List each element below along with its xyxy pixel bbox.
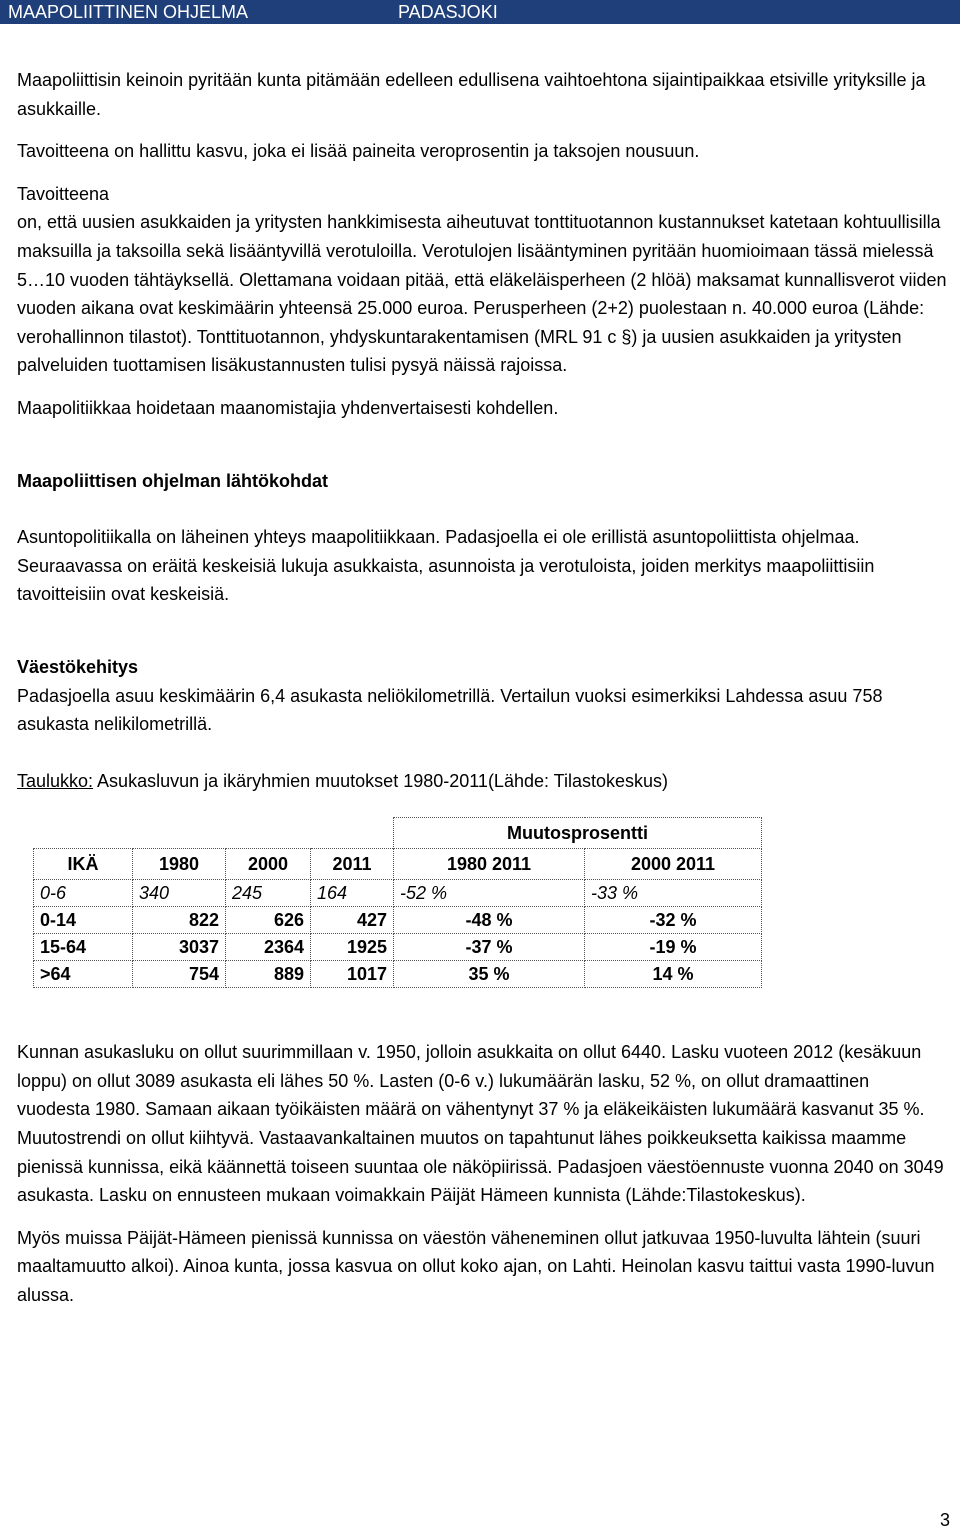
table-header-cell: 2000 2011	[585, 849, 762, 880]
table-cell: 3037	[133, 934, 226, 961]
table-cell: -52 %	[394, 880, 585, 907]
table-cell: 1017	[311, 961, 394, 988]
header-municipality: PADASJOKI	[398, 2, 498, 22]
paragraph-housing: Asuntopolitiikalla on läheinen yhteys maapolitiikkaan. Padasjoella ei ole erillistä asuntopoliittista ohjelmaa.	[17, 527, 860, 548]
table-cell: 2364	[226, 934, 311, 961]
table-cell: 427	[311, 907, 394, 934]
document-header	[0, 0, 960, 24]
paragraph-goal: Tavoitteena on hallittu kasvu, joka ei lisää paineita veroprosentin ja taksojen nousuun.	[17, 141, 700, 162]
table-header-cell: 1980	[133, 849, 226, 880]
table-cell: 14 %	[585, 961, 762, 988]
paragraph-equality: Maapolitiikkaa hoidetaan maanomistajia yhdenvertaisesti kohdellen.	[17, 397, 559, 418]
table-row	[34, 907, 762, 934]
paragraph-figures: Seuraavassa on eräitä keskeisiä lukuja asukkaista, asunnoista ja verotuloista, joiden merkitys maapoliittisiin tavoitteisiin ovat keskeisiä.	[17, 555, 875, 605]
paragraph-costs: on, että uusien asukkaiden ja yritysten hankkimisesta aiheutuvat tonttituotannon kustannukset katetaan kohtuullisilla maksuilla ja taksoilla sekä lisääntyvillä verotuloilla. Verotulojen lisääntyminen pyritään huomioimaan tässä mielessä 5…10 vuoden tähtäyksellä. Olettamana voidaan pitää, että eläkeläisperheen (2 hlöä) maksamat kunnallisverot viiden vuoden aikana ovat keskimäärin yhteensä 25.000 euroa. Perusperheen (2+2) puolestaan n. 40.000 euroa (Lähde: verohallinnon tilastot). Tonttituotannon, yhdyskuntarakentamisen (MRL 91 c §) ja uusien asukkaiden ja yritysten palveluiden tuottamisen lisäkustannusten tulisi pysyä näissä rajoissa.	[17, 212, 947, 376]
paragraph-intro: Maapoliittisin keinoin pyritään kunta pitämään edelleen edullisena vaihtoehtona sijaintipaikkaa etsiville yrityksille ja asukkaille.	[17, 70, 926, 119]
paragraph-region: Myös muissa Päijät-Hämeen pienissä kunnissa on väestön väheneminen ollut jatkuvaa 1950-luvulta lähtein (suuri maaltamuutto alkoi). Ainoa kunta, jossa kasvua on ollut koko ajan, on Lahti. Heinolan kasvu taittui vasta 1990-luvun alussa.	[17, 1227, 935, 1306]
header-title: MAAPOLIITTINEN OHJELMA	[8, 2, 249, 22]
table-row	[34, 934, 762, 961]
table-cell: -37 %	[394, 934, 585, 961]
table-header-cell: IKÄ	[34, 849, 133, 880]
document-body	[17, 66, 947, 1310]
table-cell: 245	[226, 880, 311, 907]
table-caption-label: Taulukko:	[17, 770, 94, 791]
table-cell: 822	[133, 907, 226, 934]
table-cell: 164	[311, 880, 394, 907]
table-cell: -33 %	[585, 880, 762, 907]
paragraph-goal-heading: Tavoitteena	[17, 183, 110, 204]
table-group-header: Muutosprosentti	[394, 818, 762, 849]
table-cell: 35 %	[394, 961, 585, 988]
table-caption	[17, 767, 947, 796]
table-cell: 340	[133, 880, 226, 907]
table-cell: 0-14	[34, 907, 133, 934]
table-cell: 0-6	[34, 880, 133, 907]
table-cell: -19 %	[585, 934, 762, 961]
page-number: 3	[939, 1510, 950, 1530]
table-header-cell: 2000	[226, 849, 311, 880]
table-row	[34, 961, 762, 988]
table-row	[34, 880, 762, 907]
table-cell: -48 %	[394, 907, 585, 934]
table-header-cell: 2011	[311, 849, 394, 880]
section-heading-population: Väestökehitys	[17, 656, 139, 677]
table-cell: 889	[226, 961, 311, 988]
table-cell: 1925	[311, 934, 394, 961]
table-cell: -32 %	[585, 907, 762, 934]
table-caption-text: Asukasluvun ja ikäryhmien muutokset 1980-2011(Lähde: Tilastokeskus)	[93, 770, 669, 791]
table-header-cell: 1980 2011	[394, 849, 585, 880]
population-table	[33, 817, 762, 988]
table-cell: 15-64	[34, 934, 133, 961]
table-cell: >64	[34, 961, 133, 988]
paragraph-density: Padasjoella asuu keskimäärin 6,4 asukasta neliökilometrillä. Vertailun vuoksi esimerkiksi Lahdessa asuu 758 asukasta nelikilometrillä.	[17, 685, 883, 735]
table-cell: 754	[133, 961, 226, 988]
table-cell: 626	[226, 907, 311, 934]
paragraph-population-history: Kunnan asukasluku on ollut suurimmillaan v. 1950, jolloin asukkaita on ollut 6440. Lasku vuoteen 2012 (kesäkuun loppu) on ollut 3089 asukasta eli lähes 50 %. Lasten (0-6 v.) lukumäärän lasku, 52 %, on ollut dramaattinen vuodesta 1980. Samaan aikaan työikäisten määrä on vähentynyt 37 % ja eläkeikäisten lukumäärä kasvanut 35 %. Muutostrendi on ollut kiihtyvä. Vastaavankaltainen muutos on tapahtunut lähes poikkeuksetta kaikissa maamme pienissä kunnissa, eikä käännettä toiseen suuntaa ole näköpiirissä. Padasjoen väestöennuste vuonna 2040 on 3049 asukasta. Lasku on ennusteen mukaan voimakkain Päijät Hämeen kunnista (Lähde:Tilastokeskus).	[17, 1042, 944, 1206]
section-heading-basis: Maapoliittisen ohjelman lähtökohdat	[17, 470, 329, 491]
